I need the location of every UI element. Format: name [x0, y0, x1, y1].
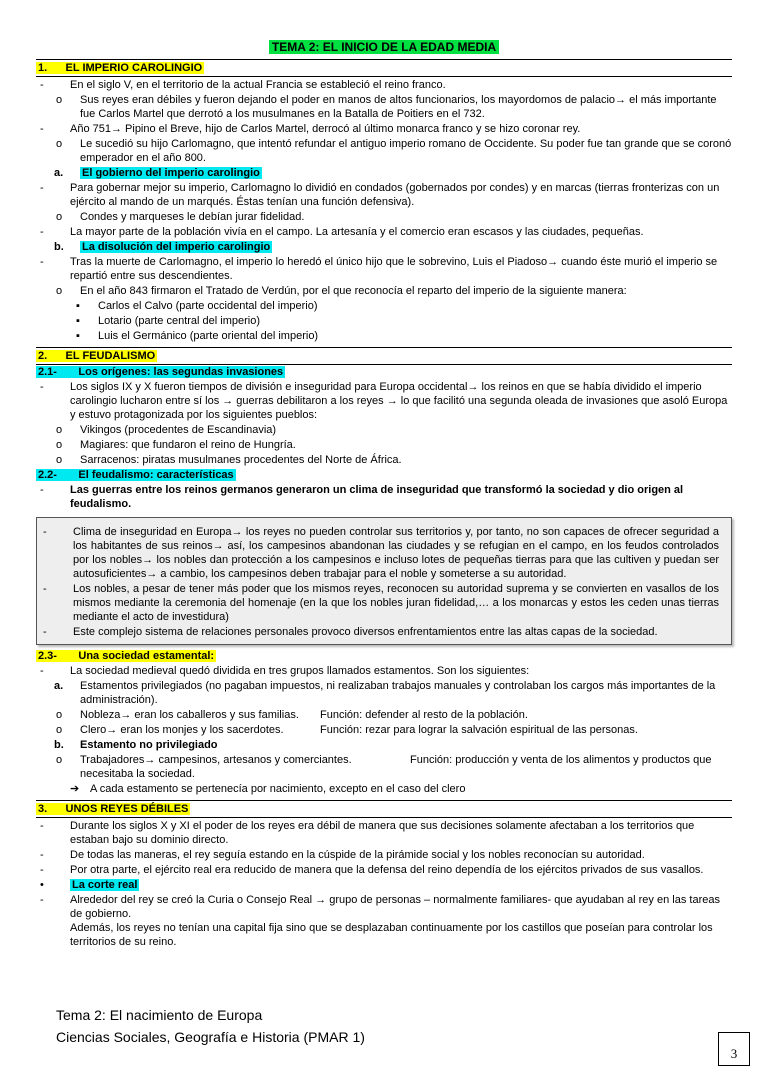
list-item: o Magiares: que fundaron el reino de Hungría. — [56, 439, 296, 451]
list-item: o Trabajadores→ campesinos, artesanos y comerciantes. Función: producción y venta de los alimentos y productos que necesitaba la sociedad. — [56, 754, 712, 780]
list-item: o Sus reyes eran débiles y fueron dejando el poder en manos de altos funcionarios, los mayordomos de palacio→ el más importante fue Carlos Martel que derrotó a los musulmanes en la Batalla de Poitiers en el 732. — [56, 94, 717, 120]
section-3-header: 3. UNOS REYES DÉBILES — [36, 800, 732, 818]
page-number: 3 — [718, 1032, 750, 1066]
list-item: - Año 751→ Pipino el Breve, hijo de Carlos Martel, derrocó al último monarca franco y se hizo coronar rey. — [40, 123, 581, 135]
subsection-2-2-header: 2.2- El feudalismo: características — [38, 469, 234, 481]
subsection-a-header: a. El gobierno del imperio carolingio — [54, 167, 260, 179]
list-item: - Tras la muerte de Carlomagno, el imperio lo heredó el único hijo que le sobrevino, Luis el Piadoso→ cuando éste murió el imperio se repartió entre sus descendientes. — [40, 256, 718, 282]
list-item: - La mayor parte de la población vivía en el campo. La artesanía y el comercio eran escasos y las ciudades, pequeñas. — [40, 226, 644, 238]
list-item: ▪ Luis el Germánico (parte oriental del imperio) — [76, 330, 319, 342]
list-item: o Le sucedió su hijo Carlomagno, que intentó refundar el antiguo imperio romano de Occidente. Su poder fue tan grande que se coronó emperador en el año 800. — [56, 138, 732, 164]
footer-line-2: Ciencias Sociales, Geografía e Historia (PMAR 1) — [56, 1029, 365, 1045]
list-item: o Condes y marqueses le debían jurar fidelidad. — [56, 211, 305, 223]
list-item: - La sociedad medieval quedó dividida en tres grupos llamados estamentos. Son los siguientes: — [40, 665, 530, 677]
list-item: - Por otra parte, el ejército real era reducido de manera que la defensa del reino dependía de los ejércitos privados de sus vasallos. — [40, 864, 704, 876]
list-item: ▪ Lotario (parte central del imperio) — [76, 315, 261, 327]
footer-line-1: Tema 2: El nacimiento de Europa — [56, 1007, 263, 1023]
section-2-header: 2. EL FEUDALISMO — [36, 347, 732, 365]
subsection-2-1-header: 2.1- Los orígenes: las segundas invasiones — [38, 366, 284, 378]
list-item: - Durante los siglos X y XI el poder de los reyes era débil de manera que sus decisiones solamente afectaban a los territorios que estaban bajo su dominio directo. — [40, 820, 695, 846]
list-item: - Los siglos IX y X fueron tiempos de división e inseguridad para Europa occidental→ los reinos en que se había dividido el imperio carolingio lucharon entre sí los → guerras debilitaron a los reyes → lo que facilitó una segunda oleada de invasiones que asoló Europa y estuvo protagonizada por los siguientes pueblos: — [40, 381, 728, 421]
list-item: - Alrededor del rey se creó la Curia o Consejo Real → grupo de personas – normalmente familiares- que ayudaban al rey en las tareas de gobierno. Además, los reyes no tenían una capital fija sino que se desplazaban continuamente por los castillos que poseían para controlar los territorios de su reino. — [40, 894, 720, 948]
list-item: - Para gobernar mejor su imperio, Carlomagno lo dividió en condados (gobernados por condes) y en marcas (tierras fronterizas con un ejército al mando de un marqués. Éstas tenían una función defensiva). — [40, 182, 720, 208]
list-item: - Clima de inseguridad en Europa→ los reyes no pueden controlar sus territorios y, por tanto, no son capaces de ofrecer seguridad a los habitantes de sus reinos→ así, los campesinos abandonan las ciudades y se refugian en el campo, en los feudos controlados por los nobles→ los nobles dan protección a los campesinos e incluso lotes de pequeñas tierras para que las cultiven y puedan ser autosuficientes→ a cambio, los campesinos deben trabajar para el noble y someterse a su autoridad. — [43, 526, 719, 580]
list-item: - Este complejo sistema de relaciones personales provoco diversos enfrentamientos entre las altas capas de la sociedad. — [43, 626, 658, 638]
list-item: - En el siglo V, en el territorio de la actual Francia se estableció el reino franco. — [40, 79, 446, 91]
list-item: o En el año 843 firmaron el Tratado de Verdún, por el que reconocía el reparto del imperio de la siguiente manera: — [56, 285, 627, 297]
footer — [56, 1004, 365, 1048]
feudalism-summary-box — [36, 517, 732, 645]
page-title: TEMA 2: EL INICIO DE LA EDAD MEDIA — [36, 40, 732, 55]
list-item: a. Estamentos privilegiados (no pagaban impuestos, ni realizaban trabajos manuales y controlaban los cargos más importantes de la administración). — [54, 680, 716, 706]
list-item: ➔ A cada estamento se pertenecía por nacimiento, excepto en el caso del clero — [70, 783, 466, 795]
list-item: ▪ Carlos el Calvo (parte occidental del imperio) — [76, 300, 318, 312]
subsection-2-3-header: 2.3- Una sociedad estamental: — [38, 650, 215, 662]
list-item: - Las guerras entre los reinos germanos generaron un clima de inseguridad que transformó la sociedad y dio origen al feudalismo. — [40, 484, 684, 510]
list-item: o Vikingos (procedentes de Escandinavia) — [56, 424, 277, 436]
subsection-b-header: b. La disolución del imperio carolingio — [54, 241, 271, 253]
corte-real-header: • La corte real — [40, 879, 138, 891]
list-item: b. Estamento no privilegiado — [54, 739, 218, 751]
document-page — [36, 40, 732, 950]
list-item: o Clero→ eran los monjes y los sacerdotes. Función: rezar para lograr la salvación espiritual de las personas. — [56, 724, 638, 736]
list-item: o Nobleza→ eran los caballeros y sus familias. Función: defender al resto de la población. — [56, 709, 528, 721]
section-1-header: 1. EL IMPERIO CAROLINGIO — [36, 59, 732, 77]
list-item: o Sarracenos: piratas musulmanes procedentes del Norte de África. — [56, 454, 402, 466]
list-item: - De todas las maneras, el rey seguía estando en la cúspide de la pirámide social y los nobles reconocían su autoridad. — [40, 849, 645, 861]
list-item: - Los nobles, a pesar de tener más poder que los mismos reyes, reconocen su autoridad suprema y se convierten en vasallos de los mismos mediante la ceremonia del homenaje (en la que los nobles juran fidelidad,… a los monarcas y estos les ceden unas tierras mediante el acto de investidura) — [43, 583, 719, 623]
